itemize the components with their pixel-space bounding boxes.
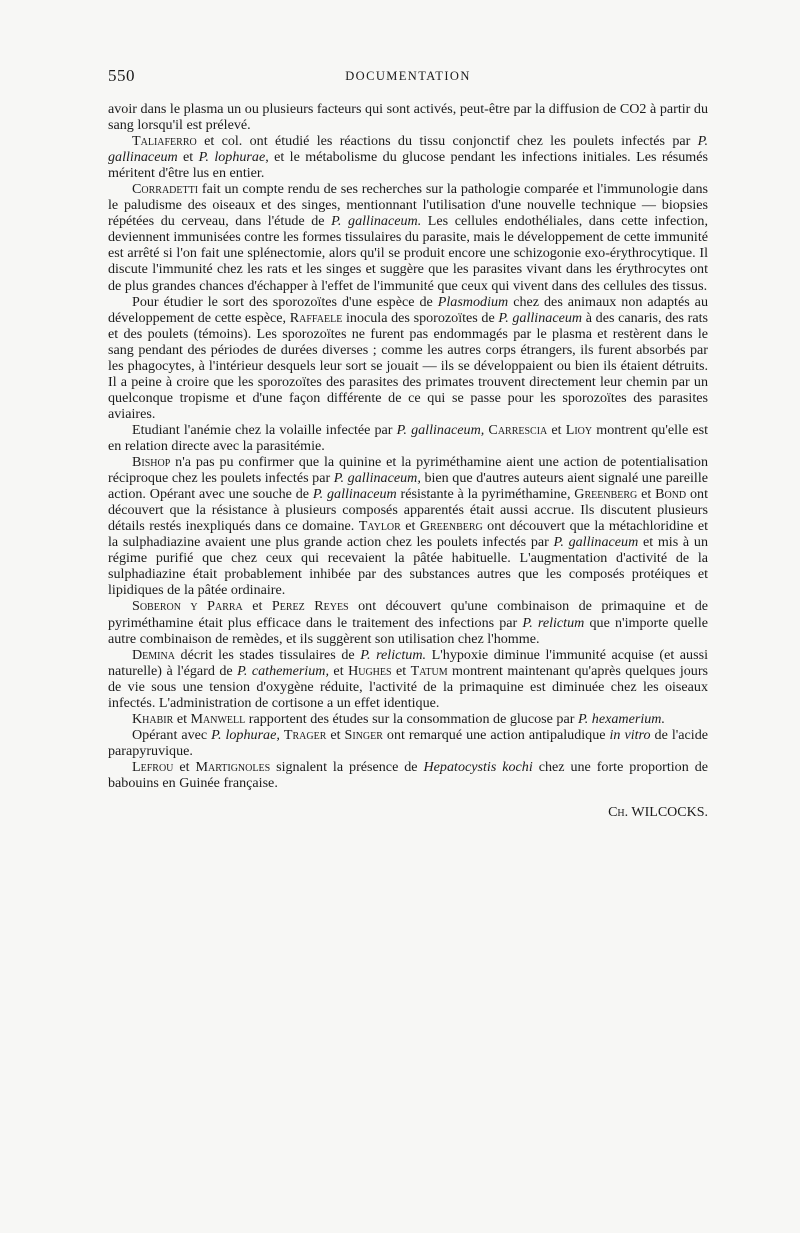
author-name: Perez Reyes bbox=[271, 598, 349, 615]
text-run: et bbox=[326, 726, 345, 743]
text-run: montrent maintenant qu'après quelques jours de vie sous une tension d'oxygène réduite, l'activité de la primaquine est diminuée chez les oiseaux infectés. L'administration de cortisone a un effet identique. bbox=[108, 662, 709, 711]
author-name: Bond bbox=[655, 486, 687, 503]
paragraph bbox=[108, 727, 708, 759]
text-run: chez des animaux non adaptés au développement de cette espèce, bbox=[108, 293, 708, 326]
text-run: Les cellules endothéliales, dans cette infection, deviennent immunisées contre les formes tissulaires du parasite, mais le développement de cette immunité est arrêté si l'on fait une splénectomie, alors qu'il se produit encore une schizogonie exo-érythrocytique. Il discute l'immunité chez les rats et les singes et suggère que les parasites vivant dans les érythrocytes ont de plus grandes chances d'échapper à l'effet de l'immunité que ceux qui vivent dans des cellules des tissus. bbox=[108, 213, 708, 294]
author-name: Greenberg bbox=[419, 518, 483, 535]
text-run: et bbox=[173, 710, 191, 727]
author-name: Tatum bbox=[410, 662, 448, 679]
signature-initial: Ch. bbox=[608, 805, 629, 821]
author-name: Taylor bbox=[358, 518, 401, 535]
text-run: signalent la présence de bbox=[270, 758, 424, 775]
article-body bbox=[108, 101, 708, 821]
text-run: ont découvert qu'une combinaison de primaquine et de pyriméthamine était plus efficace dans le traitement des infections par bbox=[108, 598, 709, 631]
text-run: décrit les stades tissulaires de bbox=[174, 646, 361, 663]
author-name: Corradetti bbox=[132, 181, 199, 198]
text-run: et col. ont étudié les réactions du tissu conjonctif chez les poulets infectés par bbox=[196, 133, 698, 150]
page-header bbox=[108, 66, 708, 86]
author-name: Soberon y Parra bbox=[132, 598, 243, 615]
text-run: et mis à un régime purifié que chez ceux qui recevaient la pâtée habituelle. L'augmentation d'activité de la sulphadiazine était probablement inhibée par des substances autres que les composés protéiques et lipidiques de la pâtée ordinaire. bbox=[108, 534, 708, 599]
running-title: DOCUMENTATION bbox=[345, 69, 471, 83]
species-name: P. lophurae bbox=[198, 149, 266, 166]
latin-phrase: in vitro bbox=[609, 726, 651, 743]
text-run: de l'acide parapyruvique. bbox=[108, 726, 709, 759]
text-run: résistante à la pyriméthamine, bbox=[396, 486, 575, 503]
text-run: que n'importe quelle autre combinaison de remèdes, et ils suggèrent son utilisation chez l'homme. bbox=[108, 614, 708, 647]
species-name: P. gallinaceum bbox=[498, 309, 583, 326]
text-run: inocula des sporozoïtes de bbox=[342, 309, 499, 326]
paragraph bbox=[108, 711, 708, 727]
text-run: , et le métabolisme du glucose pendant les infections initiales. Les résumés méritent d'être lus en entier. bbox=[108, 149, 709, 182]
text-run: Pour étudier le sort des sporozoïtes d'une espèce de bbox=[132, 293, 438, 310]
text-run: et bbox=[637, 486, 656, 503]
text-run: et bbox=[177, 149, 199, 166]
text-run: et bbox=[547, 421, 566, 438]
species-name: P. hexamerium. bbox=[577, 710, 665, 727]
text-run: et bbox=[391, 662, 411, 679]
author-name: Hughes bbox=[348, 662, 392, 679]
paragraph bbox=[108, 598, 708, 646]
paragraph bbox=[108, 759, 708, 791]
author-name: Bishop bbox=[132, 454, 171, 471]
species-name: P. gallinaceum, bbox=[396, 421, 485, 438]
author-name: Greenberg bbox=[574, 486, 638, 503]
species-name: Plasmodium bbox=[437, 293, 509, 310]
paragraph bbox=[108, 422, 708, 454]
species-name: Hepatocystis kochi bbox=[423, 758, 533, 775]
text-run: à des canaris, des rats et des poulets (témoins). Les sporozoïtes ne furent pas endommagés par le plasma et restèrent dans le sang pendant des périodes de durées diverses ; comme les autres corps étrangers, ils furent absorbés par les phagocytes, à l'intérieur desquels leur sort se jouait — ils se développaient ou bien ils étaient détruits. Il a peine à croire que les sporozoïtes des parasites des primates trouvent directement leur chemin par un quelconque tropisme et d'une façon différente de ce qui se passe pour les sporozoïtes des parasites aviaires. bbox=[108, 309, 708, 422]
paragraph bbox=[108, 647, 708, 711]
author-name: Taliaferro bbox=[132, 133, 197, 150]
species-name: P. relictum bbox=[522, 614, 585, 631]
species-name: P. gallinaceum bbox=[553, 534, 639, 551]
author-name: Carrescia bbox=[488, 421, 548, 438]
species-name: P. lophurae, bbox=[211, 726, 280, 743]
species-name: P. gallinaceum. bbox=[331, 213, 422, 230]
author-name: Manwell bbox=[190, 710, 246, 727]
author-name: Raffaele bbox=[289, 309, 343, 326]
text-run: et bbox=[242, 598, 272, 615]
signature-name: WILCOCKS. bbox=[628, 805, 708, 821]
text-run: ont découvert que la métachloridine et la sulphadiazine avaient une plus grande action chez les poulets infectés par bbox=[108, 518, 708, 551]
page-number: 550 bbox=[108, 66, 135, 85]
author-name: Lefrou bbox=[132, 758, 174, 775]
author-name: Khabir bbox=[132, 710, 174, 727]
text-run: et bbox=[173, 758, 196, 775]
paragraph bbox=[108, 294, 708, 422]
text-run: bien que d'autres auteurs aient signalé une pareille action. Opérant avec une souche de bbox=[108, 470, 708, 503]
text-run: L'hypoxie diminue l'immunité acquise (et aussi naturelle) à l'égard de bbox=[108, 646, 708, 679]
author-signature bbox=[108, 805, 708, 821]
text-run: Etudiant l'anémie chez la volaille infectée par bbox=[132, 421, 397, 438]
paragraph bbox=[108, 181, 708, 293]
text-run: fait un compte rendu de ses recherches sur la pathologie comparée et l'immunologie dans le paludisme des oiseaux et des singes, mentionnant l'utilisation d'une nouvelle technique — biopsies répétées du cerveau, dans l'étude de bbox=[108, 181, 708, 230]
paragraph bbox=[108, 101, 708, 133]
text-run: n'a pas pu confirmer que la quinine et la pyriméthamine aient une action de potentialisation réciproque chez les poulets infectés par bbox=[108, 454, 708, 487]
author-name: Singer bbox=[344, 726, 383, 743]
text-run: et bbox=[400, 518, 420, 535]
species-name: P. gallinaceum bbox=[312, 486, 397, 503]
author-name: Lioy bbox=[565, 421, 593, 438]
text-run: et bbox=[328, 662, 349, 679]
text-run: ont découvert que la résistance à plusieurs composés apparentés était aussi accrue. Ils discutent plusieurs détails restés inexpliqués dans ce domaine. bbox=[108, 486, 708, 535]
text-run: Opérant avec bbox=[132, 726, 212, 743]
species-name: P. gallinaceum, bbox=[333, 470, 421, 487]
author-name: Demina bbox=[132, 646, 175, 663]
species-name: P. gallinaceum bbox=[108, 133, 708, 166]
text-run: ont remarqué une action antipaludique bbox=[382, 726, 610, 743]
species-name: P. cathemerium, bbox=[237, 662, 329, 679]
paragraph-text: avoir dans le plasma un ou plusieurs facteurs qui sont activés, peut-être par la diffusion de CO2 à partir du sang lorsqu'il est prélevé. bbox=[108, 101, 708, 134]
author-name: Trager bbox=[283, 726, 327, 743]
species-name: P. relictum. bbox=[360, 646, 427, 663]
text-run: rapportent des études sur la consommation de glucose par bbox=[245, 710, 578, 727]
paragraph bbox=[108, 133, 708, 181]
author-name: Martignoles bbox=[195, 758, 271, 775]
paragraph bbox=[108, 454, 708, 598]
text-run: montrent qu'elle est en relation directe avec la parasitémie. bbox=[108, 421, 709, 454]
text-run: chez une forte proportion de babouins en Guinée française. bbox=[108, 758, 709, 791]
